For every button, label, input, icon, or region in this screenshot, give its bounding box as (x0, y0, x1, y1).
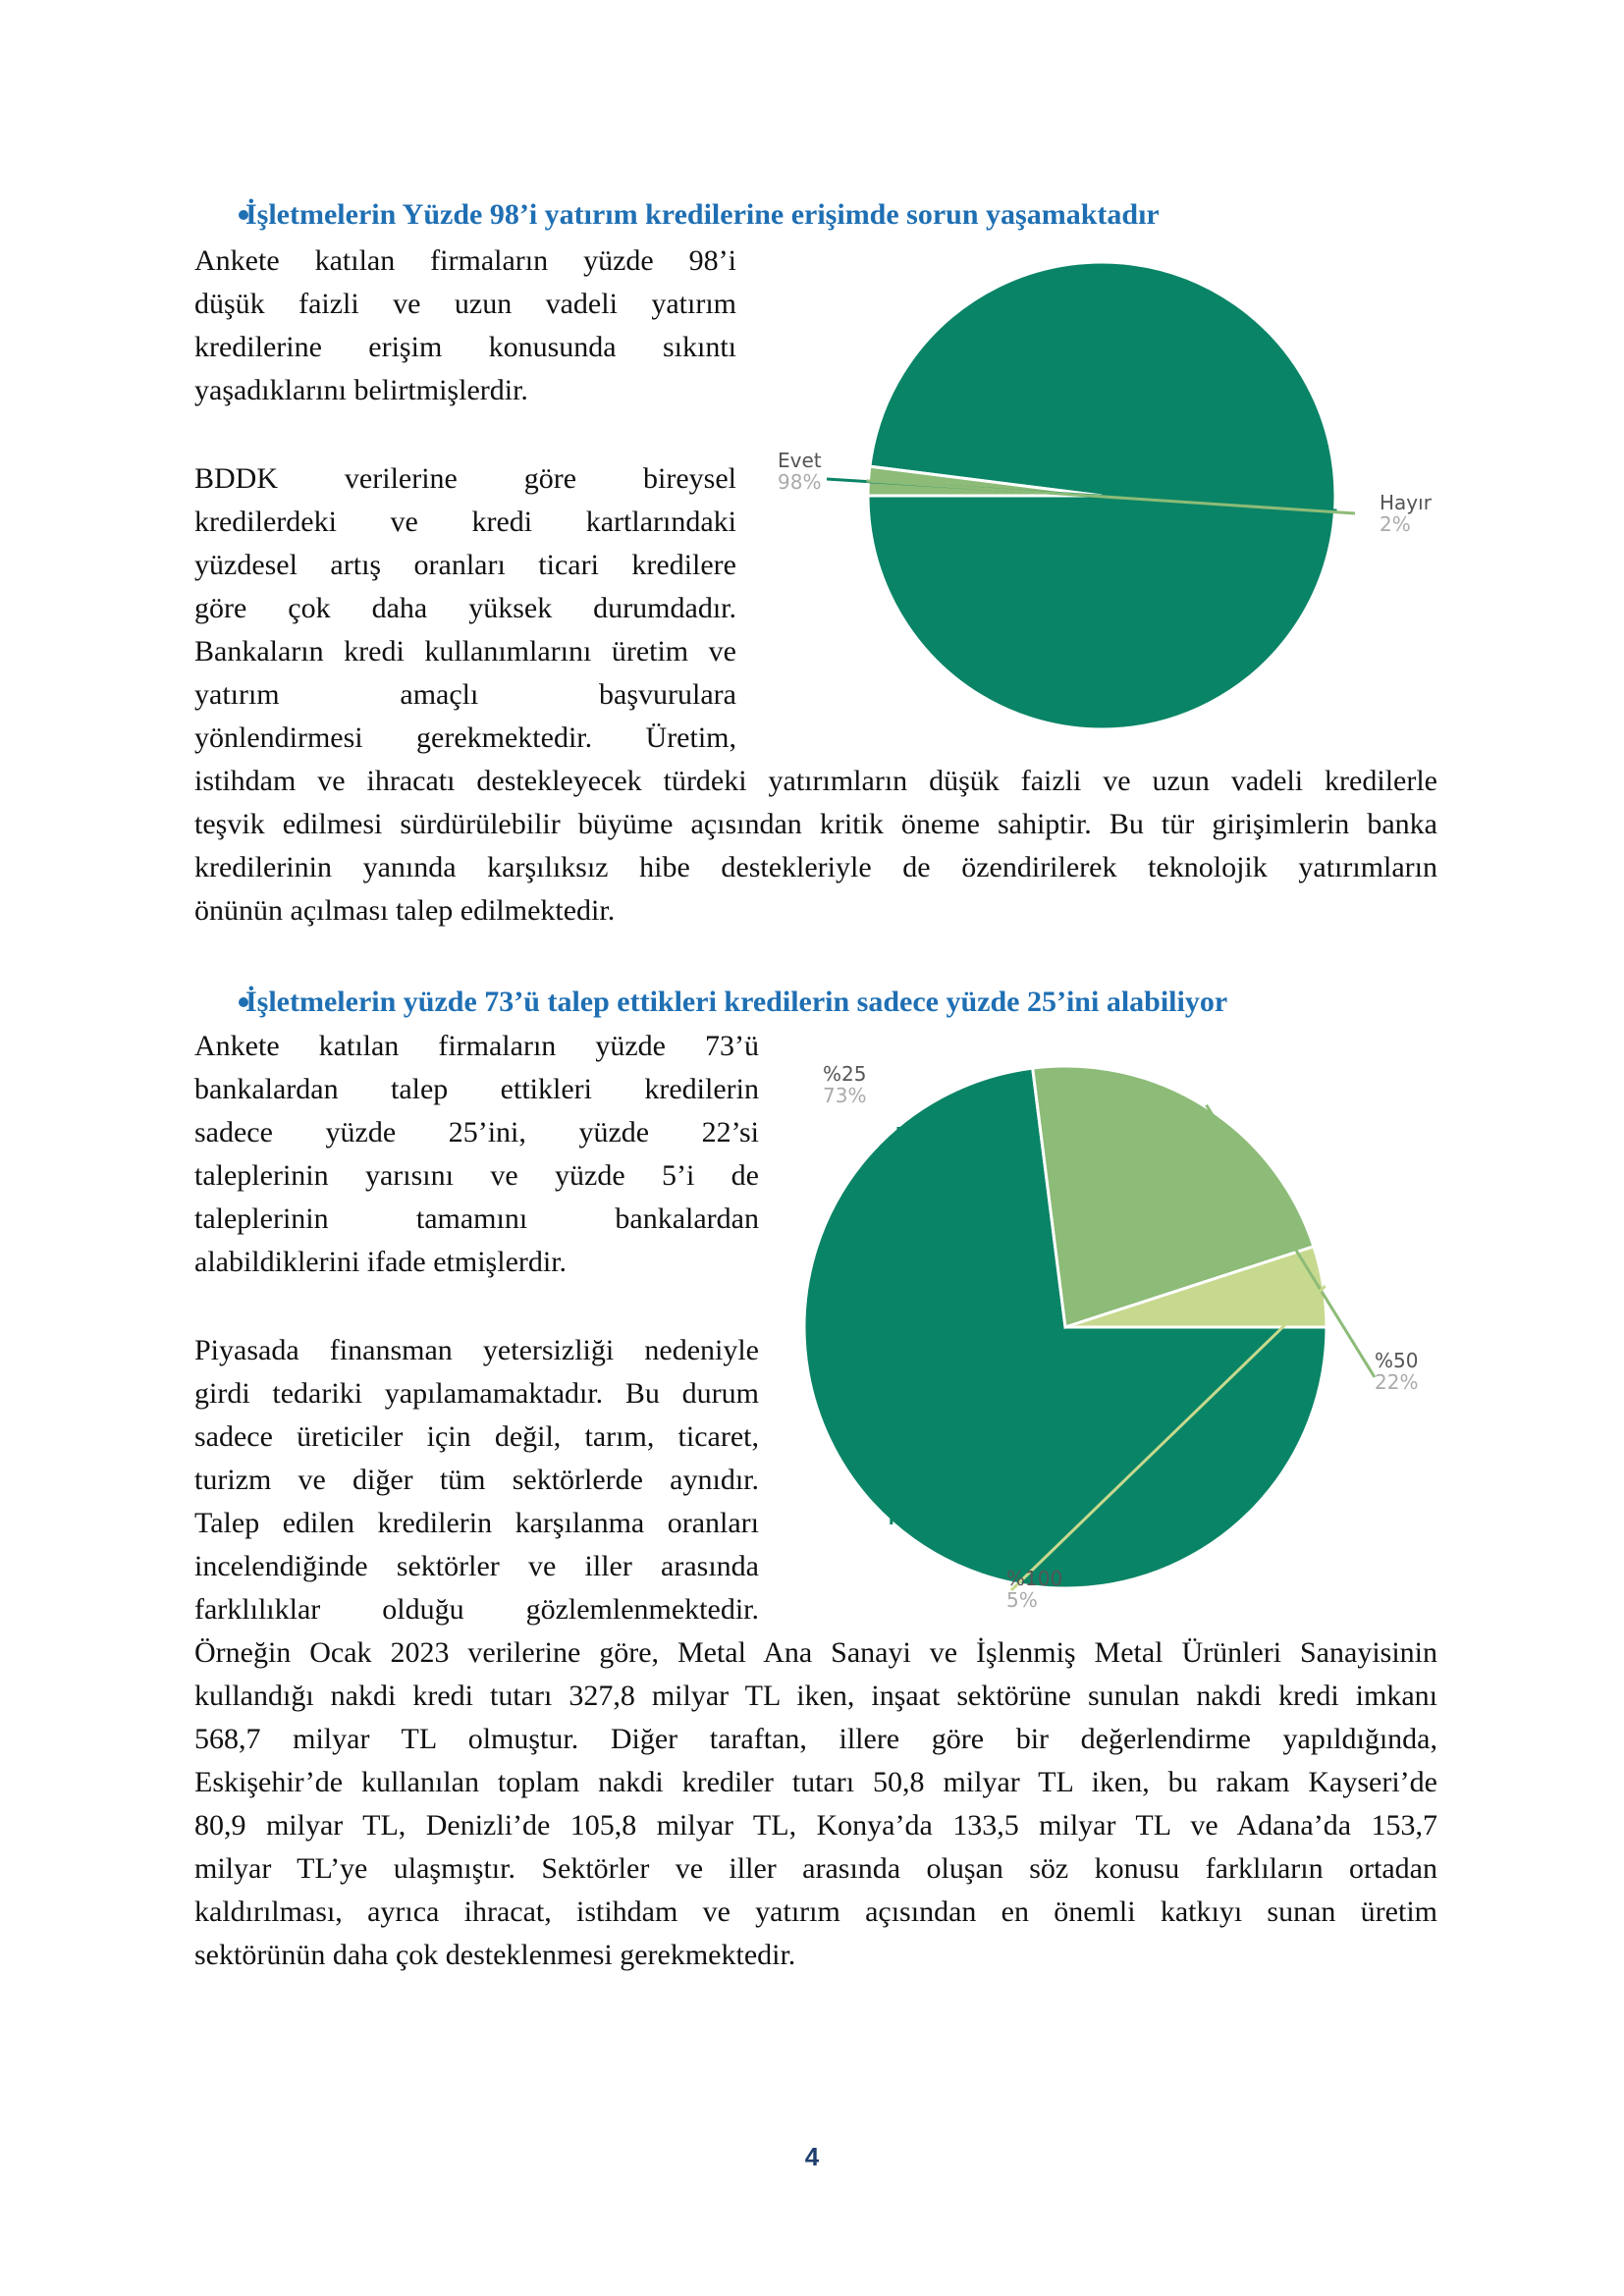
s2-line-1: bankalardan talep ettikleri kredilerin (194, 1073, 759, 1105)
s2-line-17: 80,9 milyar TL, Denizli’de 105,8 milyar TL, Konya’da 133,5 milyar TL ve Adana’da 153,7 (194, 1809, 1437, 1842)
s2-line-14: kullandığı nakdi kredi tutarı 327,8 milyar TL iken, inşaat sektörüne sunulan nakdi kredi imkanı (194, 1680, 1437, 1712)
s2-line-8: sadece üreticiler için değil, tarım, ticaret, (194, 1420, 759, 1453)
slice-label: Hayır (1380, 491, 1432, 514)
s1-line-2: kredilerine erişim konusunda sıkıntı (194, 331, 736, 363)
s2-line-13: Örneğin Ocak 2023 verilerine göre, Metal Ana Sanayi ve İşlenmiş Metal Ürünleri Sanayisinin (194, 1636, 1437, 1669)
s1-line-13: kredilerinin yanında karşılıksız hibe destekleriyle de özendirilerek teknolojik yatırımların (194, 851, 1437, 883)
s1-line-6: yüzdesel artış oranları ticari kredilere (194, 549, 736, 581)
s2-line-18: milyar TL’ye ulaşmıştır. Sektörler ve iller arasında oluşan söz konusu farklıların ortadan (194, 1852, 1437, 1885)
section1-heading: İşletmelerin Yüzde 98’i yatırım kredilerine erişimde sorun yaşamaktadır (245, 198, 1160, 231)
s2-line-6: Piyasada finansman yetersizliği nedeniyle (194, 1334, 759, 1366)
slice-label: %25 (823, 1062, 867, 1086)
s1-line-3: yaşadıklarını belirtmişlerdir. (194, 374, 528, 406)
s2-line-3: taleplerinin yarısını ve yüzde 5’i de (194, 1159, 759, 1192)
s1-line-4: BDDK verilerine göre bireysel (194, 462, 736, 495)
s2-line-5: alabildiklerini ifade etmişlerdir. (194, 1246, 568, 1278)
slice-percent: 98% (778, 470, 822, 494)
slice-label: %100 (1006, 1567, 1063, 1590)
s2-line-16: Eskişehir’de kullanılan toplam nakdi krediler tutarı 50,8 milyar TL iken, bu rakam Kayseri’de (194, 1766, 1437, 1798)
s2-line-19: kaldırılması, ayrıca ihracat, istihdam ve yatırım açısından en önemli katkıyı sunan üretim (194, 1896, 1437, 1928)
s1-line-5: kredilerdeki ve kredi kartlarındaki (194, 506, 736, 538)
pie-chart-2 (785, 1050, 1473, 1620)
slice-percent: 73% (823, 1084, 867, 1107)
page-number: 4 (804, 2142, 820, 2171)
s1-line-0: Ankete katılan firmaların yüzde 98’i (194, 244, 736, 277)
s2-line-0: Ankete katılan firmaların yüzde 73’ü (194, 1030, 759, 1062)
s2-line-10: Talep edilen kredilerin karşılanma oranları (194, 1507, 759, 1539)
s1-line-7: göre çok daha yüksek durumdadır. (194, 592, 736, 624)
s2-line-2: sadece yüzde 25’ini, yüzde 22’si (194, 1116, 759, 1148)
s2-line-20: sektörünün daha çok desteklenmesi gerekmektedir. (194, 1939, 796, 1971)
s1-line-10: yönlendirmesi gerekmektedir. Üretim, (194, 721, 736, 754)
s1-line-14: önünün açılması talep edilmektedir. (194, 894, 616, 927)
s1-line-9: yatırım amaçlı başvurulara (194, 678, 736, 711)
slice-label: %50 (1375, 1349, 1419, 1372)
slice-percent: 2% (1380, 512, 1411, 536)
s2-line-15: 568,7 milyar TL olmuştur. Diğer taraftan, illere göre bir değerlendirme yapıldığında, (194, 1723, 1437, 1755)
slice-label: Evet (778, 449, 822, 472)
s2-line-7: girdi tedariki yapılamamaktadır. Bu durum (194, 1377, 759, 1410)
slice-percent: 22% (1375, 1370, 1419, 1394)
s1-line-8: Bankaların kredi kullanımlarını üretim ve (194, 635, 736, 667)
s1-line-12: teşvik edilmesi sürdürülebilir büyüme açısından kritik öneme sahiptir. Bu tür girişimlerin banka (194, 808, 1437, 840)
s1-line-1: düşük faizli ve uzun vadeli yatırım (194, 288, 736, 320)
s1-line-11: istihdam ve ihracatı destekleyecek türdeki yatırımların düşük faizli ve uzun vadeli kredilerle (194, 765, 1437, 797)
section2-heading: İşletmelerin yüzde 73’ü talep ettikleri kredilerin sadece yüzde 25’ini alabiliyor (245, 986, 1228, 1018)
s2-line-12: farklılıklar olduğu gözlemlenmektedir. (194, 1593, 759, 1626)
s2-line-4: taleplerinin tamamını bankalardan (194, 1202, 759, 1235)
pie-chart-1 (756, 236, 1443, 746)
s2-line-9: turizm ve diğer tüm sektörlerde aynıdır. (194, 1464, 759, 1496)
slice-percent: 5% (1006, 1588, 1038, 1612)
s2-line-11: incelendiğinde sektörler ve iller arasında (194, 1550, 759, 1582)
